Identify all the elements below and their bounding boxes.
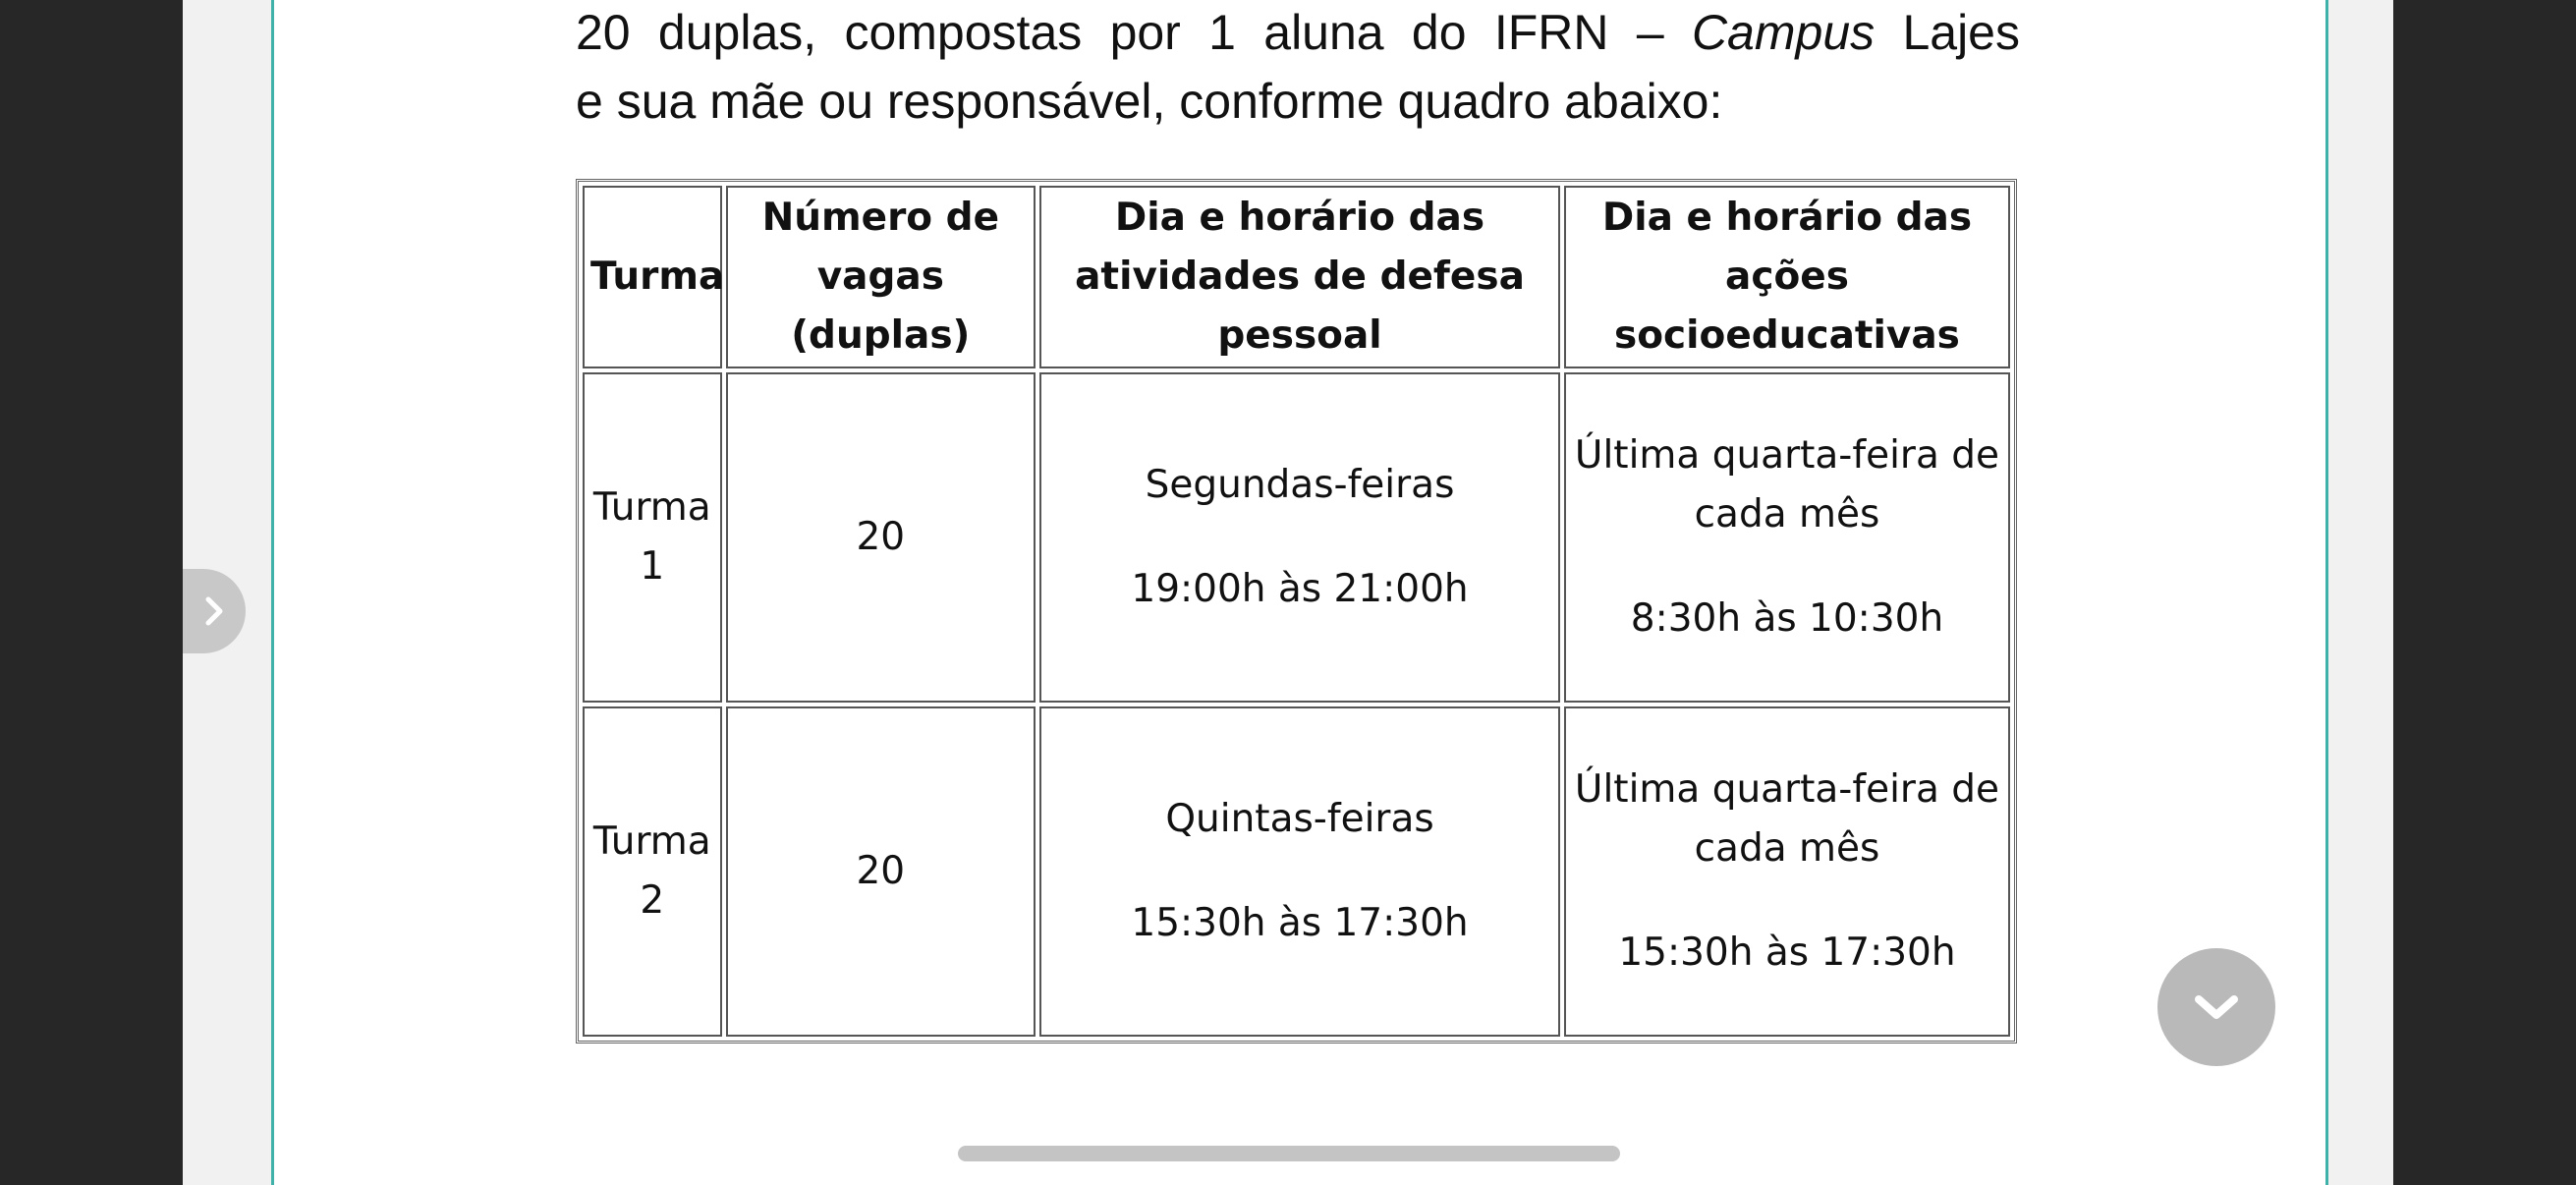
horizontal-scrollbar[interactable] bbox=[958, 1146, 1620, 1161]
cell-defesa-pessoal bbox=[1039, 372, 1560, 703]
cell-spacer bbox=[1572, 544, 2002, 590]
cell-turma: Turma 1 bbox=[583, 372, 722, 703]
paragraph-line-2: e sua mãe ou responsável, conforme quadro abaixo: bbox=[576, 74, 1723, 129]
acoes-dia: Última quarta-feira de cada mês bbox=[1574, 433, 2000, 536]
cell-spacer bbox=[1047, 515, 1552, 560]
paragraph-text: Lajes bbox=[1875, 5, 2020, 60]
defesa-dia: Segundas-feiras bbox=[1145, 463, 1455, 507]
table-header-row bbox=[583, 186, 2010, 368]
header-vagas: Número de vagas (duplas) bbox=[726, 186, 1036, 368]
acoes-horario: 15:30h às 17:30h bbox=[1618, 931, 1956, 975]
acoes-dia: Última quarta-feira de cada mês bbox=[1574, 767, 2000, 871]
cell-spacer bbox=[1047, 849, 1552, 894]
body-paragraph bbox=[576, 0, 2020, 136]
header-defesa-pessoal: Dia e horário das atividades de defesa pessoal bbox=[1039, 186, 1560, 368]
cell-vagas: 20 bbox=[726, 706, 1036, 1037]
paragraph-text: 20 duplas, compostas por 1 aluna do IFRN – bbox=[576, 5, 1692, 60]
table-row bbox=[583, 372, 2010, 703]
cell-defesa-pessoal bbox=[1039, 706, 1560, 1037]
chevron-right-icon bbox=[200, 592, 228, 631]
cell-acoes-socioeducativas bbox=[1564, 706, 2010, 1037]
defesa-horario: 19:00h às 21:00h bbox=[1131, 567, 1469, 611]
header-turma: Turma bbox=[583, 186, 722, 368]
schedule-table bbox=[576, 179, 2017, 1044]
acoes-horario: 8:30h às 10:30h bbox=[1630, 596, 1944, 641]
chevron-down-icon bbox=[2187, 988, 2246, 1027]
cell-spacer bbox=[1572, 878, 2002, 924]
defesa-dia: Quintas-feiras bbox=[1165, 797, 1434, 841]
cell-turma: Turma 2 bbox=[583, 706, 722, 1037]
paragraph-line-1 bbox=[576, 0, 2020, 67]
header-acoes-socioeducativas: Dia e horário das ações socioeducativas bbox=[1564, 186, 2010, 368]
document-viewport[interactable] bbox=[183, 0, 2393, 1185]
cell-acoes-socioeducativas bbox=[1564, 372, 2010, 703]
table-row bbox=[583, 706, 2010, 1037]
document-page bbox=[271, 0, 2328, 1185]
paragraph-italic-text: Campus bbox=[1691, 5, 1876, 60]
scroll-down-button[interactable] bbox=[2157, 948, 2275, 1066]
defesa-horario: 15:30h às 17:30h bbox=[1131, 901, 1469, 945]
cell-vagas: 20 bbox=[726, 372, 1036, 703]
